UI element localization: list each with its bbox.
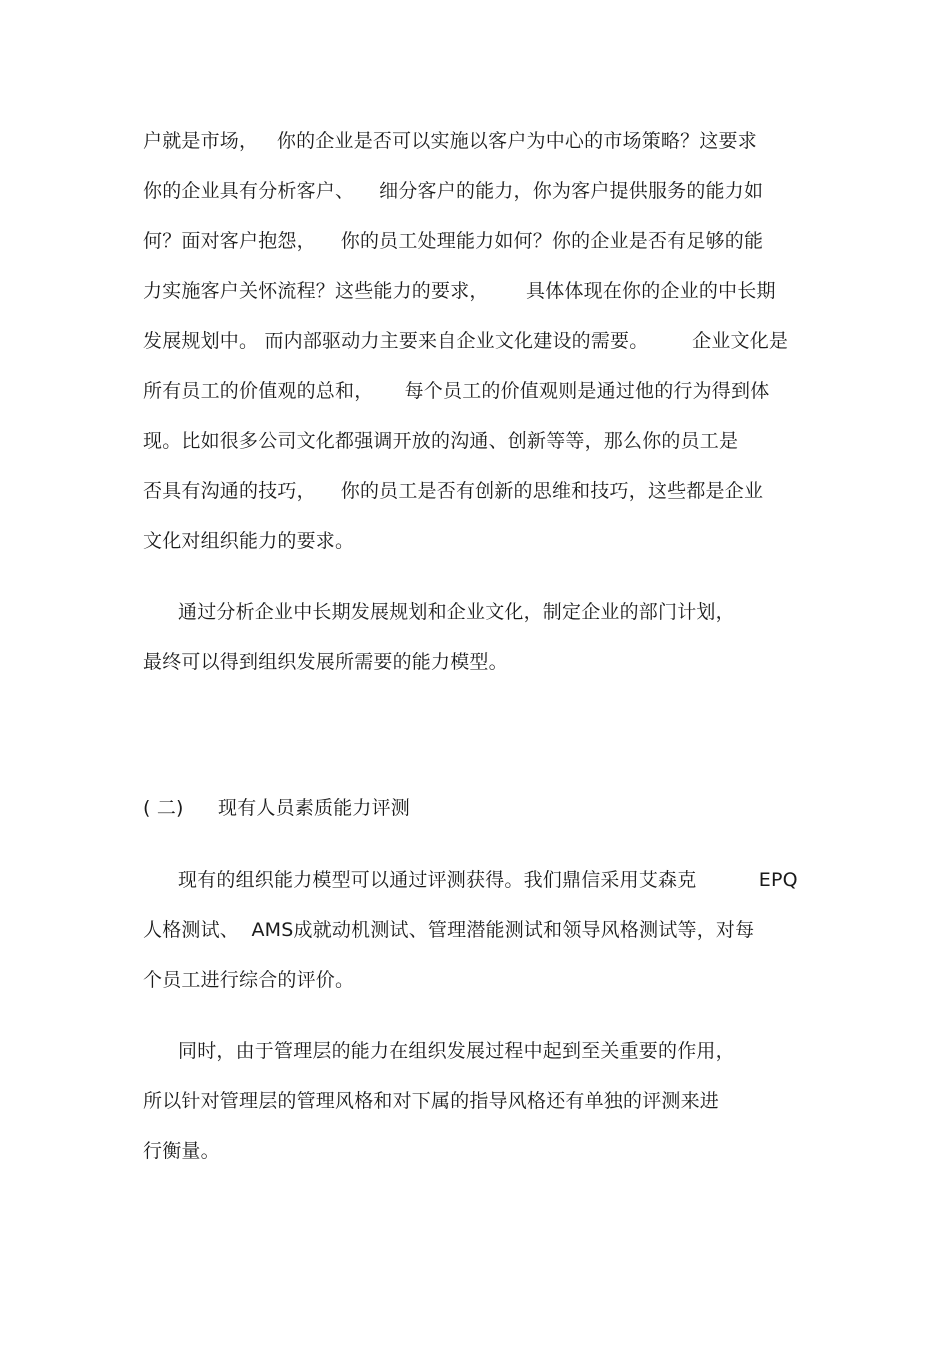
paragraph-line: 个员工进行综合的评价。	[143, 969, 355, 991]
paragraph-line: 所有员工的价值观的总和， 每个员工的价值观则是通过他的行为得到体	[143, 380, 770, 402]
section-number: ( 二)	[143, 797, 184, 819]
paragraph-line: 何？面对客户抱怨， 你的员工处理能力如何？你的企业是否有足够的能	[143, 230, 764, 252]
section-title: 现有人员素质能力评测	[218, 797, 411, 819]
paragraph-line: 人格测试、 AMS成就动机测试、管理潜能测试和领导风格测试等，对每	[143, 919, 755, 941]
paragraph-line: 文化对组织能力的要求。	[143, 530, 355, 552]
paragraph-line: 最终可以得到组织发展所需要的能力模型。	[143, 651, 508, 673]
paragraph-line: 发展规划中。 而内部驱动力主要来自企业文化建设的需要。 企业文化是	[143, 330, 789, 352]
paragraph-line: 户就是市场， 你的企业是否可以实施以客户为中心的市场策略？这要求	[143, 130, 757, 152]
paragraph-line: 力实施客户关怀流程？这些能力的要求， 具体体现在你的企业的中长期	[143, 280, 776, 302]
paragraph-line: 同时，由于管理层的能力在组织发展过程中起到至关重要的作用，	[178, 1040, 735, 1062]
paragraph-line: 所以针对管理层的管理风格和对下属的指导风格还有单独的评测来进	[143, 1090, 720, 1112]
paragraph-line: 你的企业具有分析客户、 细分客户的能力，你为客户提供服务的能力如	[143, 180, 764, 202]
paragraph-line: 现有的组织能力模型可以通过评测获得。我们鼎信采用艾森克 EPQ	[178, 869, 798, 891]
paragraph-line: 否具有沟通的技巧， 你的员工是否有创新的思维和技巧，这些都是企业	[143, 480, 764, 502]
paragraph-line: 现。比如很多公司文化都强调开放的沟通、创新等等，那么你的员工是	[143, 430, 739, 452]
paragraph-line: 行衡量。	[143, 1140, 220, 1162]
paragraph-line: 通过分析企业中长期发展规划和企业文化，制定企业的部门计划，	[178, 601, 735, 623]
